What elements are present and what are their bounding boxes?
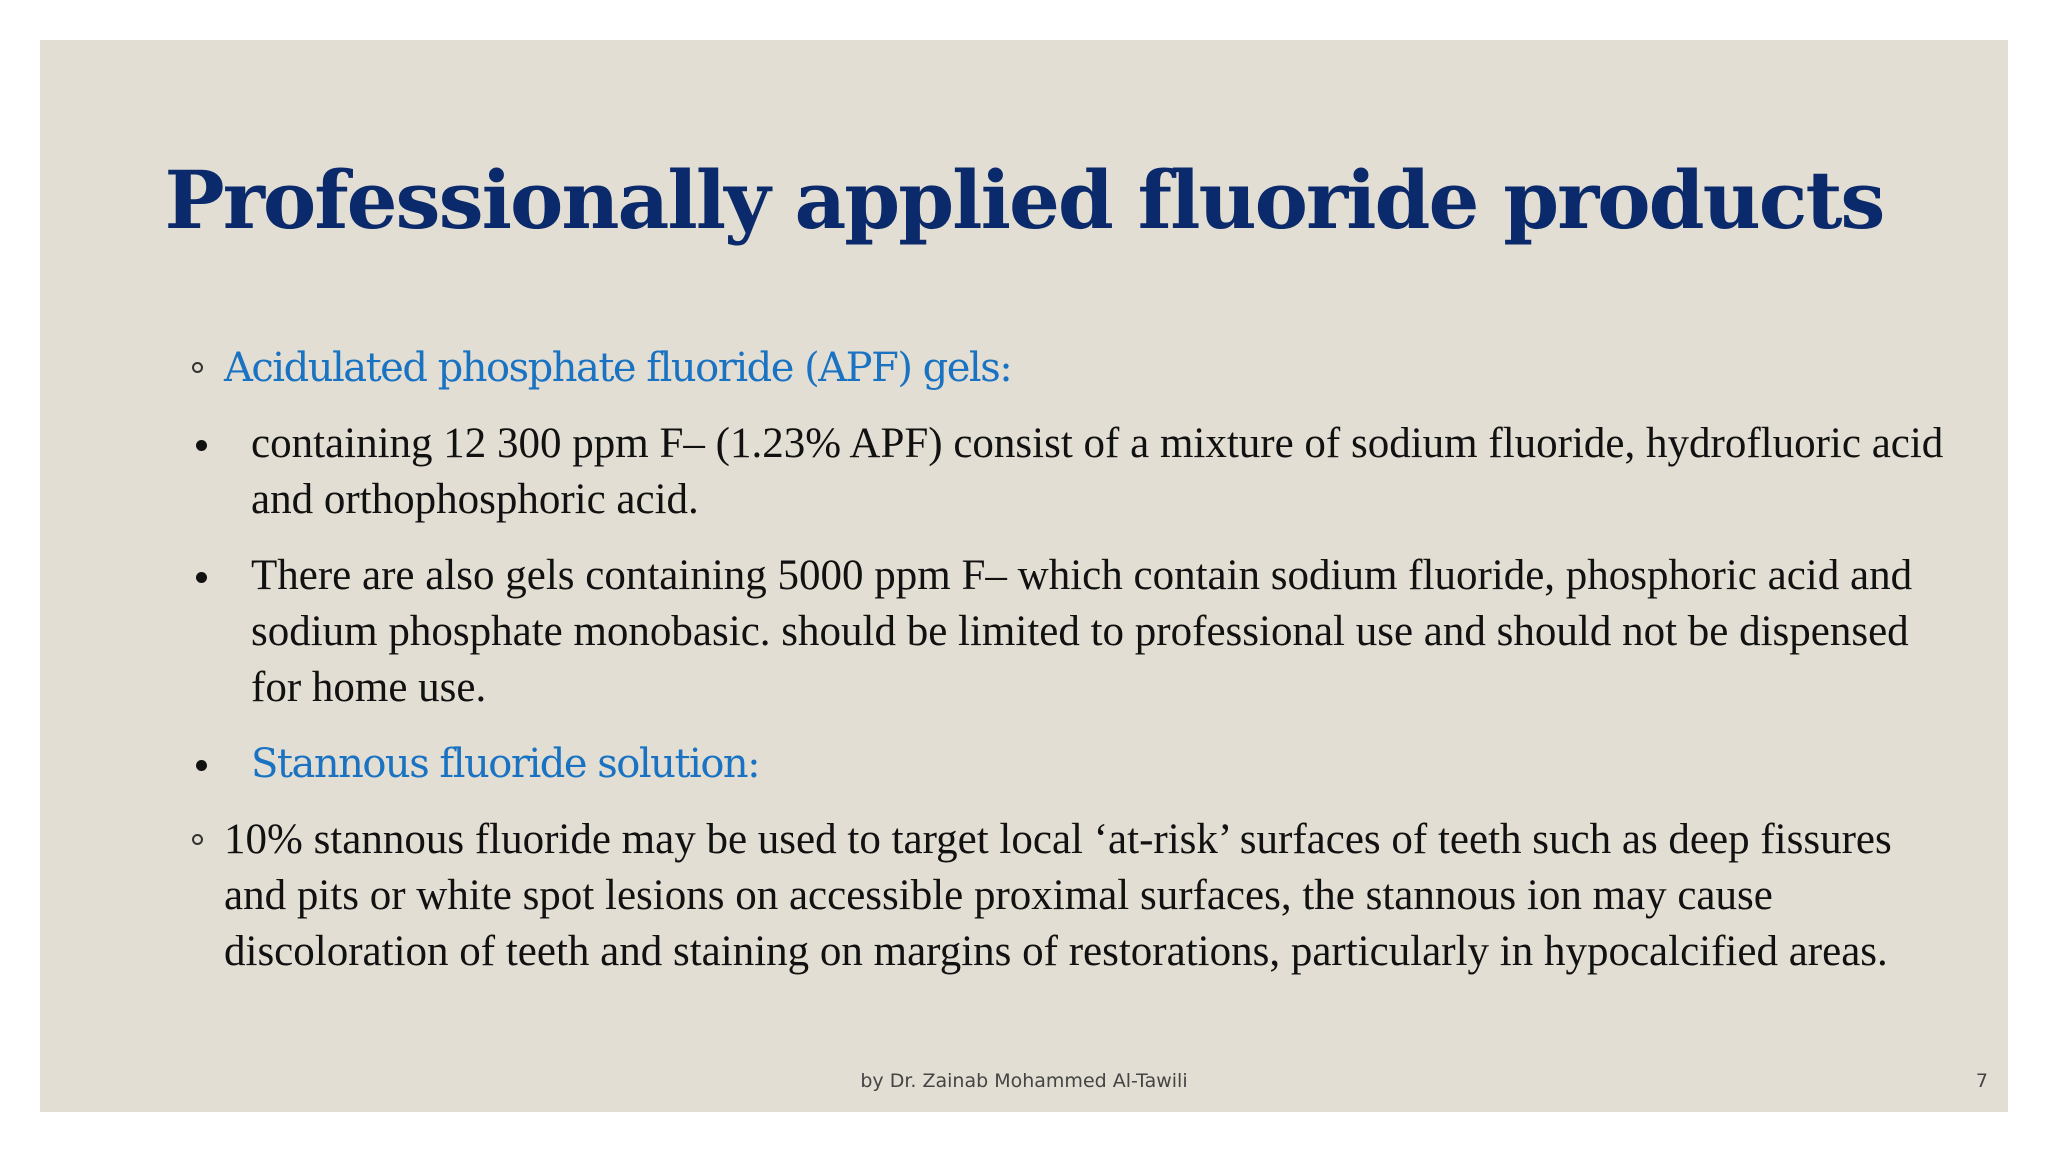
bullet-text: 10% stannous fluoride may be used to target local ‘at-risk’ surfaces of teeth such as deep fissures and pits or white spot lesions on accessible proximal surfaces, the stannous ion may cause discoloration of teeth and staining on margins of restorations, particularly in hypocalcified areas. xyxy=(224,816,1892,975)
slide-title: Professionally applied fluoride products xyxy=(164,153,1884,247)
bullet-text: There are also gels containing 5000 ppm F– which contain sodium fluoride, phosphoric acid and sodium phosphate monobasic. should be limited to professional use and should not be dispensed for home use. xyxy=(251,552,1913,711)
bullet-item-stannous-description xyxy=(150,812,1950,980)
hollow-circle-bullet-icon xyxy=(192,834,203,845)
slide xyxy=(40,40,2008,1112)
bullet-item-apf-composition xyxy=(150,416,1950,528)
filled-dot-bullet-icon xyxy=(196,572,207,583)
slide-footer: by Dr. Zainab Mohammed Al-Tawili xyxy=(860,1070,1188,1092)
page-number: 7 xyxy=(1975,1070,1988,1092)
bullet-item-stannous-heading xyxy=(150,736,1950,792)
bullet-heading: Stannous fluoride solution: xyxy=(251,741,760,787)
hollow-circle-bullet-icon xyxy=(192,362,203,373)
filled-dot-bullet-icon xyxy=(196,440,207,451)
bullet-item-5000ppm-gels xyxy=(150,548,1950,716)
bullet-heading: Acidulated phosphate fluoride (APF) gels: xyxy=(224,345,1012,391)
slide-content xyxy=(150,340,1950,1000)
filled-dot-bullet-icon xyxy=(196,760,207,771)
bullet-text: containing 12 300 ppm F– (1.23% APF) consist of a mixture of sodium fluoride, hydrofluoric acid and orthophosphoric acid. xyxy=(251,420,1944,523)
bullet-item-apf-heading xyxy=(150,340,1950,396)
